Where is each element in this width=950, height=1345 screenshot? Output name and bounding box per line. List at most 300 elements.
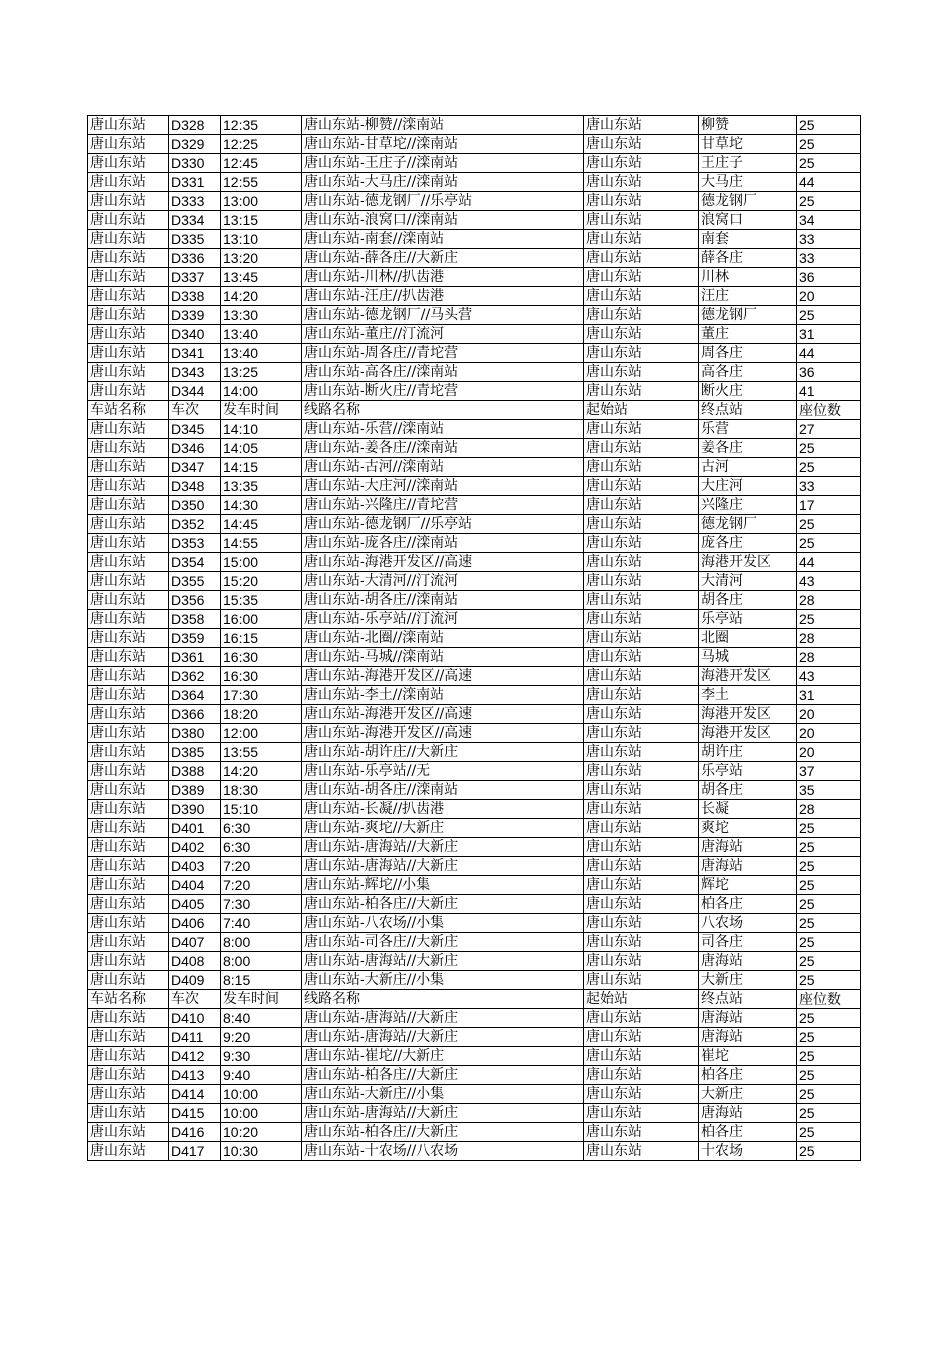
terminal-station-cell: 德龙钢厂 — [699, 515, 797, 534]
table-row — [88, 1047, 861, 1066]
seat-count-cell: 35 — [797, 781, 861, 800]
station-name-cell: 唐山东站 — [88, 553, 169, 572]
seat-count-cell: 20 — [797, 724, 861, 743]
seat-count-cell: 25 — [797, 819, 861, 838]
station-name-cell: 唐山东站 — [88, 1047, 169, 1066]
seat-count-cell: 20 — [797, 705, 861, 724]
departure-time-cell: 15:00 — [221, 553, 302, 572]
table-row — [88, 249, 861, 268]
train-number-cell: D328 — [169, 116, 221, 135]
seat-count-cell: 33 — [797, 230, 861, 249]
table-row — [88, 1142, 861, 1161]
terminal-station-cell: 周各庄 — [699, 344, 797, 363]
departure-time-cell: 15:35 — [221, 591, 302, 610]
station-name-cell: 唐山东站 — [88, 572, 169, 591]
terminal-station-cell: 董庄 — [699, 325, 797, 344]
table-row — [88, 762, 861, 781]
terminal-station-cell: 王庄子 — [699, 154, 797, 173]
train-number-cell: D338 — [169, 287, 221, 306]
departure-time-cell: 7:20 — [221, 876, 302, 895]
seat-count-cell: 17 — [797, 496, 861, 515]
seat-count-cell: 25 — [797, 1066, 861, 1085]
route-name-cell: 唐山东站-乐营//滦南站 — [302, 420, 584, 439]
station-name-cell: 唐山东站 — [88, 648, 169, 667]
route-name-cell: 唐山东站-浪窝口//滦南站 — [302, 211, 584, 230]
route-name-cell: 唐山东站-王庄子//滦南站 — [302, 154, 584, 173]
route-name-cell: 唐山东站-薛各庄//大新庄 — [302, 249, 584, 268]
terminal-station-cell: 柏各庄 — [699, 1123, 797, 1142]
origin-station-cell: 唐山东站 — [584, 1142, 699, 1161]
route-name-cell: 唐山东站-唐海站//大新庄 — [302, 838, 584, 857]
departure-time-cell: 16:30 — [221, 648, 302, 667]
origin-station-cell: 唐山东站 — [584, 192, 699, 211]
seat-count-cell: 28 — [797, 629, 861, 648]
departure-time-cell: 18:20 — [221, 705, 302, 724]
terminal-station-cell: 胡许庄 — [699, 743, 797, 762]
terminal-station-cell: 唐海站 — [699, 1009, 797, 1028]
station-name-cell: 唐山东站 — [88, 1142, 169, 1161]
station-name-cell: 唐山东站 — [88, 496, 169, 515]
origin-station-cell: 唐山东站 — [584, 496, 699, 515]
table-row — [88, 1028, 861, 1047]
train-number-cell: D350 — [169, 496, 221, 515]
origin-station-cell: 唐山东站 — [584, 249, 699, 268]
origin-station-cell: 唐山东站 — [584, 230, 699, 249]
train-number-cell: D330 — [169, 154, 221, 173]
route-name-cell: 唐山东站-辉坨//小集 — [302, 876, 584, 895]
terminal-station-cell: 薛各庄 — [699, 249, 797, 268]
route-name-cell: 唐山东站-马城//滦南站 — [302, 648, 584, 667]
seat-count-cell: 25 — [797, 515, 861, 534]
terminal-station-cell: 十农场 — [699, 1142, 797, 1161]
train-number-cell: D412 — [169, 1047, 221, 1066]
route-name-cell: 唐山东站-董庄//汀流河 — [302, 325, 584, 344]
origin-station-cell: 唐山东站 — [584, 705, 699, 724]
route-name-cell: 唐山东站-德龙钢厂//马头营 — [302, 306, 584, 325]
station-name-cell: 唐山东站 — [88, 971, 169, 990]
table-row — [88, 268, 861, 287]
station-name-cell: 唐山东站 — [88, 1085, 169, 1104]
seat-count-cell: 25 — [797, 610, 861, 629]
station-name-cell: 车站名称 — [88, 990, 169, 1009]
origin-station-cell: 唐山东站 — [584, 135, 699, 154]
route-name-cell: 唐山东站-高各庄//滦南站 — [302, 363, 584, 382]
table-row — [88, 1066, 861, 1085]
departure-time-cell: 10:30 — [221, 1142, 302, 1161]
station-name-cell: 唐山东站 — [88, 458, 169, 477]
terminal-station-cell: 海港开发区 — [699, 724, 797, 743]
train-number-cell: D329 — [169, 135, 221, 154]
station-name-cell: 唐山东站 — [88, 629, 169, 648]
station-name-cell: 唐山东站 — [88, 1028, 169, 1047]
origin-station-cell: 唐山东站 — [584, 743, 699, 762]
train-number-cell: D389 — [169, 781, 221, 800]
terminal-station-cell: 大清河 — [699, 572, 797, 591]
route-name-cell: 唐山东站-大新庄//小集 — [302, 1085, 584, 1104]
origin-station-cell: 唐山东站 — [584, 762, 699, 781]
departure-time-cell: 12:55 — [221, 173, 302, 192]
route-name-cell: 唐山东站-甘草坨//滦南站 — [302, 135, 584, 154]
departure-time-cell: 7:40 — [221, 914, 302, 933]
route-name-cell: 唐山东站-八农场//小集 — [302, 914, 584, 933]
table-row — [88, 819, 861, 838]
terminal-station-cell: 马城 — [699, 648, 797, 667]
table-row — [88, 648, 861, 667]
terminal-station-cell: 高各庄 — [699, 363, 797, 382]
seat-count-cell: 44 — [797, 173, 861, 192]
seat-count-cell: 44 — [797, 553, 861, 572]
header-row — [88, 990, 861, 1009]
table-row — [88, 876, 861, 895]
seat-count-cell: 25 — [797, 1123, 861, 1142]
table-row — [88, 895, 861, 914]
route-name-cell: 唐山东站-海港开发区//高速 — [302, 667, 584, 686]
station-name-cell: 唐山东站 — [88, 325, 169, 344]
station-name-cell: 唐山东站 — [88, 743, 169, 762]
seat-count-cell: 座位数 — [797, 990, 861, 1009]
terminal-station-cell: 德龙钢厂 — [699, 306, 797, 325]
seat-count-cell: 25 — [797, 1028, 861, 1047]
train-number-cell: D380 — [169, 724, 221, 743]
seat-count-cell: 43 — [797, 667, 861, 686]
table-row — [88, 800, 861, 819]
seat-count-cell: 41 — [797, 382, 861, 401]
station-name-cell: 唐山东站 — [88, 819, 169, 838]
station-name-cell: 唐山东站 — [88, 914, 169, 933]
route-name-cell: 唐山东站-柏各庄//大新庄 — [302, 1123, 584, 1142]
table-row — [88, 363, 861, 382]
terminal-station-cell: 柏各庄 — [699, 1066, 797, 1085]
terminal-station-cell: 大新庄 — [699, 1085, 797, 1104]
terminal-station-cell: 海港开发区 — [699, 553, 797, 572]
station-name-cell: 唐山东站 — [88, 477, 169, 496]
terminal-station-cell: 南套 — [699, 230, 797, 249]
table-row — [88, 667, 861, 686]
station-name-cell: 唐山东站 — [88, 287, 169, 306]
origin-station-cell: 唐山东站 — [584, 439, 699, 458]
table-row — [88, 1104, 861, 1123]
seat-count-cell: 25 — [797, 914, 861, 933]
origin-station-cell: 唐山东站 — [584, 1123, 699, 1142]
origin-station-cell: 唐山东站 — [584, 1047, 699, 1066]
departure-time-cell: 16:30 — [221, 667, 302, 686]
train-number-cell: D413 — [169, 1066, 221, 1085]
train-number-cell: D343 — [169, 363, 221, 382]
origin-station-cell: 唐山东站 — [584, 933, 699, 952]
seat-count-cell: 25 — [797, 439, 861, 458]
station-name-cell: 唐山东站 — [88, 211, 169, 230]
departure-time-cell: 14:45 — [221, 515, 302, 534]
origin-station-cell: 唐山东站 — [584, 420, 699, 439]
origin-station-cell: 唐山东站 — [584, 211, 699, 230]
station-name-cell: 唐山东站 — [88, 724, 169, 743]
departure-time-cell: 10:00 — [221, 1085, 302, 1104]
departure-time-cell: 14:15 — [221, 458, 302, 477]
seat-count-cell: 25 — [797, 192, 861, 211]
table-row — [88, 705, 861, 724]
table-row — [88, 458, 861, 477]
seat-count-cell: 28 — [797, 800, 861, 819]
terminal-station-cell: 李土 — [699, 686, 797, 705]
seat-count-cell: 44 — [797, 344, 861, 363]
departure-time-cell: 6:30 — [221, 838, 302, 857]
train-number-cell: D417 — [169, 1142, 221, 1161]
train-number-cell: D355 — [169, 572, 221, 591]
station-name-cell: 唐山东站 — [88, 135, 169, 154]
train-number-cell: D385 — [169, 743, 221, 762]
table-row — [88, 933, 861, 952]
origin-station-cell: 唐山东站 — [584, 1009, 699, 1028]
origin-station-cell: 唐山东站 — [584, 268, 699, 287]
origin-station-cell: 唐山东站 — [584, 306, 699, 325]
departure-time-cell: 7:20 — [221, 857, 302, 876]
route-name-cell: 唐山东站-唐海站//大新庄 — [302, 952, 584, 971]
train-number-cell: D414 — [169, 1085, 221, 1104]
station-name-cell: 唐山东站 — [88, 591, 169, 610]
train-number-cell: D408 — [169, 952, 221, 971]
route-name-cell: 唐山东站-胡各庄//滦南站 — [302, 591, 584, 610]
terminal-station-cell: 北圈 — [699, 629, 797, 648]
station-name-cell: 唐山东站 — [88, 439, 169, 458]
seat-count-cell: 43 — [797, 572, 861, 591]
terminal-station-cell: 海港开发区 — [699, 705, 797, 724]
table-row — [88, 952, 861, 971]
departure-time-cell: 10:00 — [221, 1104, 302, 1123]
table-row — [88, 1085, 861, 1104]
origin-station-cell: 唐山东站 — [584, 895, 699, 914]
seat-count-cell: 33 — [797, 249, 861, 268]
departure-time-cell: 7:30 — [221, 895, 302, 914]
departure-time-cell: 8:00 — [221, 933, 302, 952]
departure-time-cell: 14:05 — [221, 439, 302, 458]
terminal-station-cell: 司各庄 — [699, 933, 797, 952]
route-name-cell: 唐山东站-柏各庄//大新庄 — [302, 895, 584, 914]
origin-station-cell: 唐山东站 — [584, 1066, 699, 1085]
origin-station-cell: 唐山东站 — [584, 591, 699, 610]
seat-count-cell: 25 — [797, 838, 861, 857]
seat-count-cell: 25 — [797, 952, 861, 971]
train-number-cell: D335 — [169, 230, 221, 249]
origin-station-cell: 唐山东站 — [584, 382, 699, 401]
table-row — [88, 154, 861, 173]
train-number-cell: D331 — [169, 173, 221, 192]
route-name-cell: 唐山东站-长凝//扒齿港 — [302, 800, 584, 819]
terminal-station-cell: 柏各庄 — [699, 895, 797, 914]
seat-count-cell: 28 — [797, 591, 861, 610]
route-name-cell: 唐山东站-唐海站//大新庄 — [302, 1009, 584, 1028]
departure-time-cell: 发车时间 — [221, 401, 302, 420]
terminal-station-cell: 德龙钢厂 — [699, 192, 797, 211]
departure-time-cell: 14:55 — [221, 534, 302, 553]
route-name-cell: 唐山东站-大新庄//小集 — [302, 971, 584, 990]
terminal-station-cell: 终点站 — [699, 401, 797, 420]
table-row — [88, 230, 861, 249]
route-name-cell: 唐山东站-大庄河//滦南站 — [302, 477, 584, 496]
departure-time-cell: 12:35 — [221, 116, 302, 135]
origin-station-cell: 唐山东站 — [584, 857, 699, 876]
table-row — [88, 781, 861, 800]
seat-count-cell: 25 — [797, 154, 861, 173]
train-number-cell: D362 — [169, 667, 221, 686]
terminal-station-cell: 唐海站 — [699, 952, 797, 971]
seat-count-cell: 37 — [797, 762, 861, 781]
seat-count-cell: 28 — [797, 648, 861, 667]
station-name-cell: 唐山东站 — [88, 534, 169, 553]
seat-count-cell: 34 — [797, 211, 861, 230]
terminal-station-cell: 八农场 — [699, 914, 797, 933]
table-row — [88, 914, 861, 933]
station-name-cell: 唐山东站 — [88, 895, 169, 914]
station-name-cell: 唐山东站 — [88, 249, 169, 268]
departure-time-cell: 12:25 — [221, 135, 302, 154]
origin-station-cell: 唐山东站 — [584, 800, 699, 819]
route-name-cell: 唐山东站-北圈//滦南站 — [302, 629, 584, 648]
origin-station-cell: 唐山东站 — [584, 629, 699, 648]
terminal-station-cell: 姜各庄 — [699, 439, 797, 458]
origin-station-cell: 唐山东站 — [584, 914, 699, 933]
train-number-cell: D416 — [169, 1123, 221, 1142]
train-number-cell: D358 — [169, 610, 221, 629]
terminal-station-cell: 川林 — [699, 268, 797, 287]
terminal-station-cell: 断火庄 — [699, 382, 797, 401]
seat-count-cell: 33 — [797, 477, 861, 496]
departure-time-cell: 8:40 — [221, 1009, 302, 1028]
train-number-cell: 车次 — [169, 990, 221, 1009]
route-name-cell: 唐山东站-柳赞//滦南站 — [302, 116, 584, 135]
seat-count-cell: 25 — [797, 135, 861, 154]
terminal-station-cell: 唐海站 — [699, 1028, 797, 1047]
station-name-cell: 唐山东站 — [88, 1104, 169, 1123]
origin-station-cell: 唐山东站 — [584, 781, 699, 800]
train-number-cell: D405 — [169, 895, 221, 914]
departure-time-cell: 13:30 — [221, 306, 302, 325]
departure-time-cell: 9:40 — [221, 1066, 302, 1085]
table-row — [88, 306, 861, 325]
origin-station-cell: 唐山东站 — [584, 572, 699, 591]
table-row — [88, 629, 861, 648]
table-row — [88, 211, 861, 230]
departure-time-cell: 发车时间 — [221, 990, 302, 1009]
origin-station-cell: 唐山东站 — [584, 724, 699, 743]
table-row — [88, 553, 861, 572]
terminal-station-cell: 大庄河 — [699, 477, 797, 496]
station-name-cell: 唐山东站 — [88, 1123, 169, 1142]
terminal-station-cell: 兴隆庄 — [699, 496, 797, 515]
seat-count-cell: 36 — [797, 363, 861, 382]
station-name-cell: 唐山东站 — [88, 781, 169, 800]
table-row — [88, 116, 861, 135]
table-row — [88, 515, 861, 534]
station-name-cell: 唐山东站 — [88, 686, 169, 705]
route-name-cell: 唐山东站-大马庄//滦南站 — [302, 173, 584, 192]
seat-count-cell: 25 — [797, 116, 861, 135]
table-row — [88, 287, 861, 306]
train-number-cell: D403 — [169, 857, 221, 876]
seat-count-cell: 25 — [797, 857, 861, 876]
departure-time-cell: 15:20 — [221, 572, 302, 591]
seat-count-cell: 25 — [797, 971, 861, 990]
origin-station-cell: 唐山东站 — [584, 325, 699, 344]
table-row — [88, 1009, 861, 1028]
table-row — [88, 743, 861, 762]
origin-station-cell: 唐山东站 — [584, 553, 699, 572]
seat-count-cell: 25 — [797, 933, 861, 952]
station-name-cell: 唐山东站 — [88, 363, 169, 382]
departure-time-cell: 12:45 — [221, 154, 302, 173]
terminal-station-cell: 长凝 — [699, 800, 797, 819]
header-row — [88, 401, 861, 420]
route-name-cell: 唐山东站-汪庄//扒齿港 — [302, 287, 584, 306]
station-name-cell: 唐山东站 — [88, 1009, 169, 1028]
terminal-station-cell: 乐亭站 — [699, 610, 797, 629]
station-name-cell: 唐山东站 — [88, 173, 169, 192]
train-number-cell: D390 — [169, 800, 221, 819]
origin-station-cell: 起始站 — [584, 401, 699, 420]
origin-station-cell: 唐山东站 — [584, 610, 699, 629]
table-row — [88, 534, 861, 553]
seat-count-cell: 31 — [797, 686, 861, 705]
origin-station-cell: 唐山东站 — [584, 287, 699, 306]
terminal-station-cell: 乐亭站 — [699, 762, 797, 781]
terminal-station-cell: 唐海站 — [699, 857, 797, 876]
train-number-cell: D337 — [169, 268, 221, 287]
route-name-cell: 唐山东站-南套//滦南站 — [302, 230, 584, 249]
departure-time-cell: 8:00 — [221, 952, 302, 971]
route-name-cell: 唐山东站-司各庄//大新庄 — [302, 933, 584, 952]
station-name-cell: 唐山东站 — [88, 838, 169, 857]
origin-station-cell: 唐山东站 — [584, 686, 699, 705]
origin-station-cell: 唐山东站 — [584, 515, 699, 534]
table-row — [88, 591, 861, 610]
station-name-cell: 唐山东站 — [88, 857, 169, 876]
table-row — [88, 192, 861, 211]
route-name-cell: 唐山东站-断火庄//青坨营 — [302, 382, 584, 401]
station-name-cell: 唐山东站 — [88, 800, 169, 819]
departure-time-cell: 13:55 — [221, 743, 302, 762]
terminal-station-cell: 终点站 — [699, 990, 797, 1009]
origin-station-cell: 唐山东站 — [584, 1028, 699, 1047]
seat-count-cell: 27 — [797, 420, 861, 439]
seat-count-cell: 31 — [797, 325, 861, 344]
seat-count-cell: 25 — [797, 876, 861, 895]
station-name-cell: 唐山东站 — [88, 667, 169, 686]
route-name-cell: 唐山东站-海港开发区//高速 — [302, 553, 584, 572]
route-name-cell: 唐山东站-爽坨//大新庄 — [302, 819, 584, 838]
seat-count-cell: 25 — [797, 895, 861, 914]
terminal-station-cell: 胡各庄 — [699, 591, 797, 610]
table-row — [88, 382, 861, 401]
train-number-cell: D341 — [169, 344, 221, 363]
route-name-cell: 唐山东站-海港开发区//高速 — [302, 724, 584, 743]
departure-time-cell: 13:10 — [221, 230, 302, 249]
route-name-cell: 唐山东站-古河//滦南站 — [302, 458, 584, 477]
train-number-cell: D339 — [169, 306, 221, 325]
table-row — [88, 724, 861, 743]
terminal-station-cell: 海港开发区 — [699, 667, 797, 686]
departure-time-cell: 16:15 — [221, 629, 302, 648]
train-number-cell: D415 — [169, 1104, 221, 1123]
table-row — [88, 439, 861, 458]
train-number-cell: D359 — [169, 629, 221, 648]
station-name-cell: 车站名称 — [88, 401, 169, 420]
terminal-station-cell: 柳赞 — [699, 116, 797, 135]
route-name-cell: 唐山东站-川林//扒齿港 — [302, 268, 584, 287]
departure-time-cell: 17:30 — [221, 686, 302, 705]
departure-time-cell: 14:20 — [221, 762, 302, 781]
terminal-station-cell: 崔坨 — [699, 1047, 797, 1066]
terminal-station-cell: 浪窝口 — [699, 211, 797, 230]
seat-count-cell: 25 — [797, 534, 861, 553]
